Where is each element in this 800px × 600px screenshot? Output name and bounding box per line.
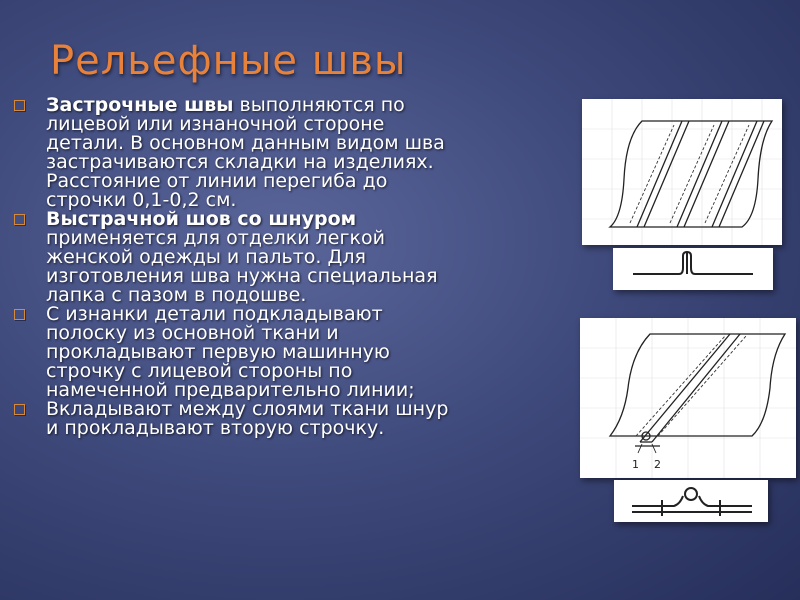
square-bullet-icon [14, 214, 25, 225]
bullet-term: Выстрачной шов со шнуром [46, 208, 357, 230]
label-1: 1 [632, 458, 639, 471]
bullet-text: выполняются по лицевой или изнаночной стороне детали. В основном данным видом шва застрачиваются складки на изделиях. Расстояние от линии перегиба до строчки 0,1-0,2 см. [46, 94, 445, 211]
square-bullet-icon [14, 309, 25, 320]
corded-seam-section-drawing [614, 480, 768, 522]
bullet-term: Застрочные швы [46, 94, 234, 116]
bullet-text: применяется для отделки легкой женской одежды и пальто. Для изготовления шва нужна специальная лапка с пазом в подошве. [46, 227, 438, 306]
bullet-item [12, 210, 462, 305]
bullet-item [12, 305, 462, 400]
corded-seam-section [614, 480, 768, 522]
tuck-seam-section-drawing [613, 248, 773, 290]
bullet-list [12, 96, 462, 438]
corded-seam-drawing [580, 318, 796, 478]
slide-title: Рельефные швы [50, 38, 407, 84]
bullet-text: Вкладывают между слоями ткани шнур и прокладывают вторую строчку. [46, 398, 449, 439]
square-bullet-icon [14, 404, 25, 415]
tuck-seam-diagram [582, 99, 782, 245]
tuck-seam-drawing [582, 99, 782, 245]
bullet-text: С изнанки детали подкладывают полоску из основной ткани и прокладывают первую машинную строчку с лицевой стороны по намеченной предварительно линии; [46, 303, 415, 401]
bullet-item [12, 96, 462, 210]
square-bullet-icon [14, 100, 25, 111]
label-2: 2 [654, 458, 661, 471]
corded-seam-diagram [580, 318, 796, 478]
tuck-seam-section [613, 248, 773, 290]
bullet-item [12, 400, 462, 438]
